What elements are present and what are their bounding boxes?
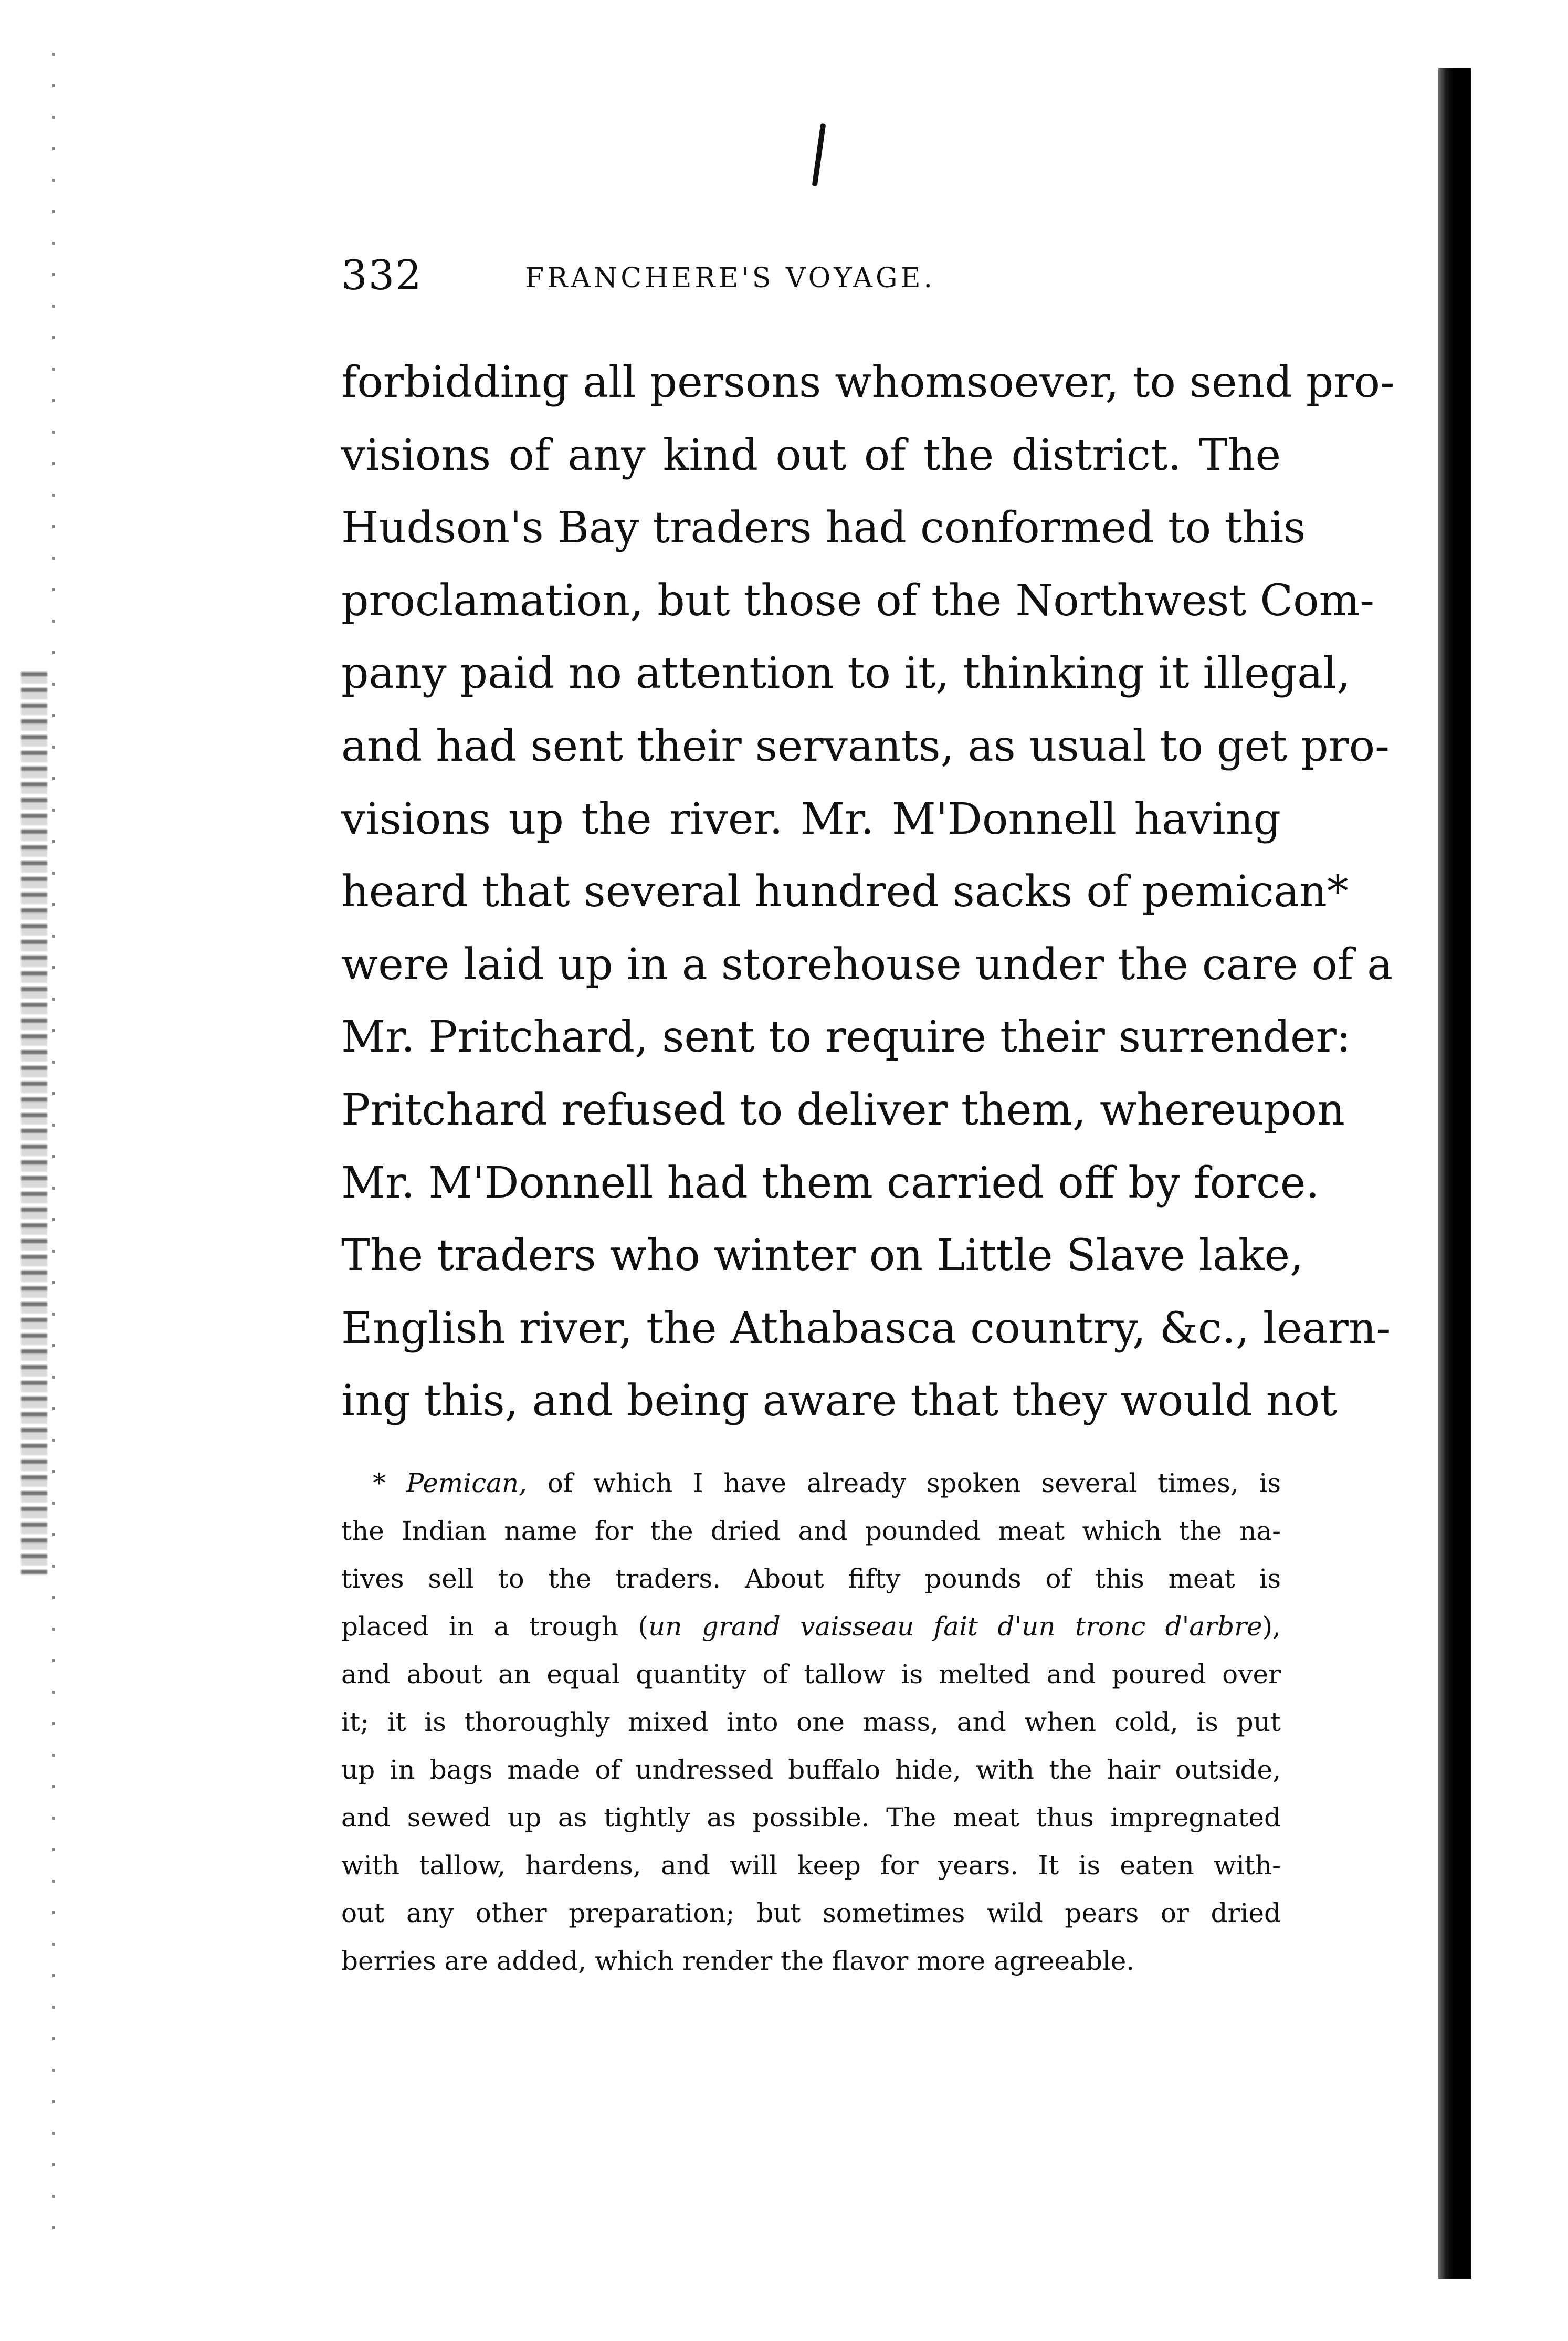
body-line: Mr. Pritchard, sent to require their surrender: (341, 1012, 1351, 1063)
scan-binding-shadow (1438, 68, 1471, 2279)
body-text (341, 347, 1395, 1438)
body-line: proclamation, but those of the Northwest Com- (341, 575, 1374, 626)
body-line: visions up the river. Mr. M'Donnell having (341, 794, 1281, 844)
body-line: English river, the Athabasca country, &c., learn- (341, 1303, 1391, 1353)
body-line: and had sent their servants, as usual to get pro- (341, 721, 1390, 771)
scan-edge-noise (21, 672, 47, 1575)
body-line: Pritchard refused to deliver them, whereupon (341, 1085, 1345, 1135)
footnote-line: and about an equal quantity of tallow is melted and poured over (341, 1659, 1281, 1689)
running-head (341, 247, 1297, 310)
footnote-text: ), (1262, 1611, 1281, 1642)
footnote-italic: un grand vaisseau fait d'un tronc d'arbre (648, 1611, 1262, 1642)
footnote-line: tives sell to the traders. About fifty pounds of this meat is (341, 1563, 1281, 1594)
body-line: ing this, and being aware that they would not (341, 1376, 1338, 1426)
scan-edge-ticks (52, 53, 55, 2258)
footnote (341, 1460, 1281, 1985)
footnote-line: with tallow, hardens, and will keep for years. It is eaten with- (341, 1850, 1281, 1881)
ink-mark (812, 123, 826, 186)
body-line: were laid up in a storehouse under the care of a (341, 939, 1393, 990)
body-line: visions of any kind out of the district. The (341, 430, 1281, 480)
body-line: Hudson's Bay traders had conformed to this (341, 503, 1306, 553)
body-line: pany paid no attention to it, thinking it illegal, (341, 648, 1351, 699)
footnote-line: and sewed up as tightly as possible. The meat thus impregnated (341, 1802, 1281, 1833)
page-number: 332 (341, 252, 423, 299)
footnote-line (341, 1603, 1281, 1651)
footnote-line: it; it is thoroughly mixed into one mass, and when cold, is put (341, 1707, 1281, 1737)
body-line: The traders who winter on Little Slave lake, (341, 1231, 1304, 1281)
footnote-line: the Indian name for the dried and pounded meat which the na- (341, 1516, 1281, 1546)
body-line: Mr. M'Donnell had them carried off by force. (341, 1158, 1320, 1208)
footnote-line (341, 1460, 1281, 1507)
running-title: FRANCHERE'S VOYAGE. (525, 263, 936, 294)
body-line: heard that several hundred sacks of pemican* (341, 867, 1349, 917)
footnote-text: of which I have already spoken several times, is (527, 1468, 1281, 1498)
body-line: forbidding all persons whomsoever, to send pro- (341, 358, 1395, 407)
footnote-line: out any other preparation; but sometimes wild pears or dried (341, 1898, 1281, 1928)
footnote-line: up in bags made of undressed buffalo hide, with the hair outside, (341, 1755, 1281, 1785)
footnote-text: placed in a trough ( (341, 1611, 649, 1642)
footnote-marker: * (373, 1468, 406, 1498)
footnote-line: berries are added, which render the flavor more agreeable. (341, 1946, 1135, 1976)
footnote-term: Pemican, (406, 1468, 528, 1498)
